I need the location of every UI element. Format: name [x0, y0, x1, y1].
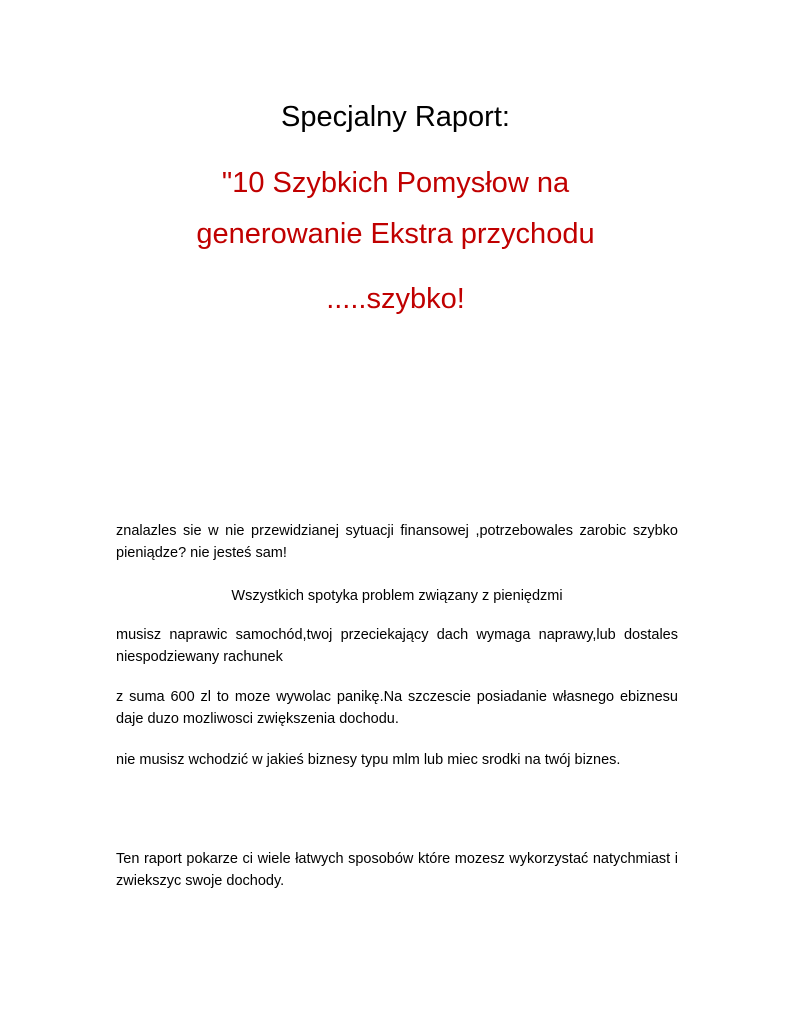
- paragraph-car-repair: musisz naprawic samochód,twoj przeciekający dach wymaga naprawy,lub dostales niespodziewany rachunek: [116, 627, 678, 665]
- paragraph-intro: znalazles sie w nie przewidzianej sytuacji finansowej ,potrzebowales zarobic szybko pieniądze? nie jesteś sam!: [116, 523, 678, 561]
- report-title: Specjalny Raport:: [281, 101, 510, 133]
- paragraph-mlm: nie musisz wchodzić w jakieś biznesy typu mlm lub miec srodki na twój biznes.: [116, 752, 621, 768]
- report-subtitle-line-2: generowanie Ekstra przychodu: [196, 218, 595, 250]
- report-subtitle-line-1: "10 Szybkich Pomysłow na: [221, 167, 570, 199]
- paragraph-report-summary: Ten raport pokarze ci wiele łatwych sposobów które mozesz wykorzystać natychmiast i zwiekszyc swoje dochody.: [116, 851, 678, 889]
- paragraph-centered: Wszystkich spotyka problem związany z pieniędzmi: [231, 588, 563, 604]
- report-subtitle-line-3: .....szybko!: [326, 283, 465, 315]
- paragraph-panic: z suma 600 zl to moze wywolac panikę.Na szczescie posiadanie własnego ebiznesu daje duzo mozliwosci zwiększenia dochodu.: [116, 689, 678, 727]
